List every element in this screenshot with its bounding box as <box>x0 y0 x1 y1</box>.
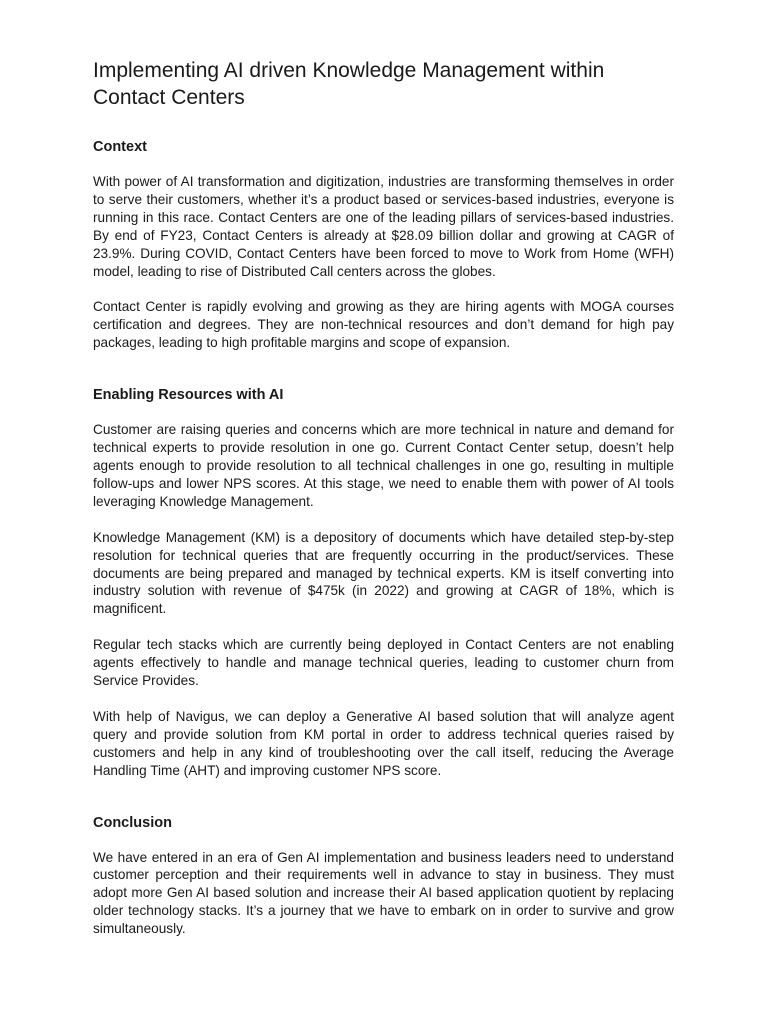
document-page <box>93 58 674 956</box>
paragraph: Contact Center is rapidly evolving and growing as they are hiring agents with MOGA courses certification and degrees. They are non-technical resources and don’t demand for high pay packages, leading to high profitable margins and scope of expansion. <box>93 299 674 351</box>
paragraph: Knowledge Management (KM) is a depository of documents which have detailed step-by-step resolution for technical queries that are frequently occurring in the product/services. These documents are being prepared and managed by technical experts. KM is itself converting into industry solution with revenue of $475k (in 2022) and growing at CAGR of 18%, which is magnificent. <box>93 529 674 617</box>
section-heading-context: Context <box>93 139 147 155</box>
paragraph: We have entered in an era of Gen AI implementation and business leaders need to understand customer perception and their requirements well in advance to stay in business. They must adopt more Gen AI based solution and increase their AI based application quotient by replacing older technology stacks. It’s a journey that we have to embark on in order to survive and grow simultaneously. <box>93 849 674 937</box>
section-spacer <box>93 370 674 386</box>
paragraph: Regular tech stacks which are currently being deployed in Contact Centers are not enabling agents effectively to handle and manage technical queries, leading to customer churn from Service Provides. <box>93 637 674 689</box>
paragraph: With help of Navigus, we can deploy a Generative AI based solution that will analyze agent query and provide solution from KM portal in order to address technical queries raised by customers and help in any kind of troubleshooting over the call itself, reducing the Average Handling Time (AHT) and improving customer NPS score. <box>93 708 674 778</box>
paragraph: With power of AI transformation and digitization, industries are transforming themselves in order to serve their customers, whether it’s a product based or services-based industries, everyone is running in this race. Contact Centers are one of the leading pillars of services-based industries. By end of FY23, Contact Centers is already at $28.09 billion dollar and growing at CAGR of 23.9%. During COVID, Contact Centers have been forced to move to Work from Home (WFH) model, leading to rise of Distributed Call centers across the globes. <box>93 174 674 279</box>
section-heading-enabling-resources: Enabling Resources with AI <box>93 387 284 404</box>
section-spacer <box>93 798 674 814</box>
section-heading-conclusion: Conclusion <box>93 814 172 831</box>
document-title: Implementing AI driven Knowledge Management within Contact Centers <box>93 59 605 109</box>
paragraph: Customer are raising queries and concerns which are more technical in nature and demand for technical experts to provide resolution in one go. Current Contact Center setup, doesn’t help agents enough to provide resolution to all technical challenges in one go, resulting in multiple follow-ups and lower NPS scores. At this stage, we need to enable them with power of AI tools leveraging Knowledge Management. <box>93 422 674 509</box>
